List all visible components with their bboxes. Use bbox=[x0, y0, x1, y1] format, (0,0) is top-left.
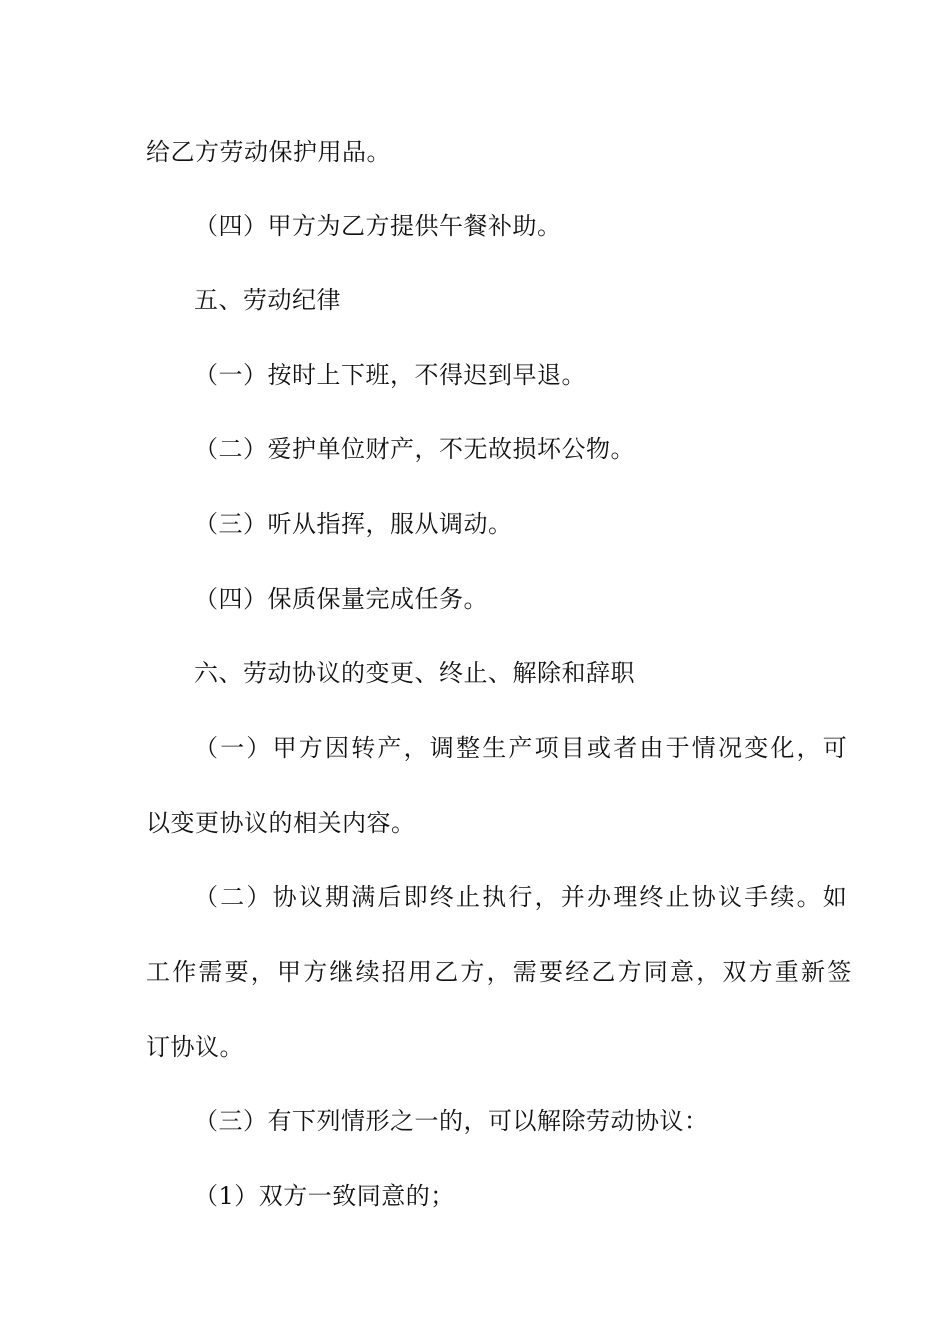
paragraph-line: 给乙方劳动保护用品。 bbox=[146, 138, 391, 166]
paragraph-line: （一）按时上下班，不得迟到早退。 bbox=[194, 361, 586, 389]
paragraph-line: （四）甲方为乙方提供午餐补助。 bbox=[194, 212, 562, 240]
paragraph-line: 工作需要，甲方继续招用乙方，需要经乙方同意，双方重新签 bbox=[146, 958, 854, 986]
paragraph-line: （二）爱护单位财产，不无故损坏公物。 bbox=[194, 435, 635, 463]
paragraph-line: （一）甲方因转产，调整生产项目或者由于情况变化，可 bbox=[194, 734, 849, 762]
paragraph-line: （1）双方一致同意的； bbox=[194, 1182, 455, 1210]
paragraph-line: （四）保质保量完成任务。 bbox=[194, 585, 488, 613]
paragraph-line: 以变更协议的相关内容。 bbox=[146, 809, 416, 837]
paragraph-line: （二）协议期满后即终止执行，并办理终止协议手续。如 bbox=[194, 883, 849, 911]
section-heading: 五、劳动纪律 bbox=[194, 286, 341, 314]
paragraph-line: （三）有下列情形之一的，可以解除劳动协议： bbox=[194, 1107, 709, 1135]
section-heading: 六、劳动协议的变更、终止、解除和辞职 bbox=[194, 659, 635, 687]
paragraph-line: （三）听从指挥，服从调动。 bbox=[194, 510, 513, 538]
paragraph-line: 订协议。 bbox=[146, 1033, 244, 1061]
